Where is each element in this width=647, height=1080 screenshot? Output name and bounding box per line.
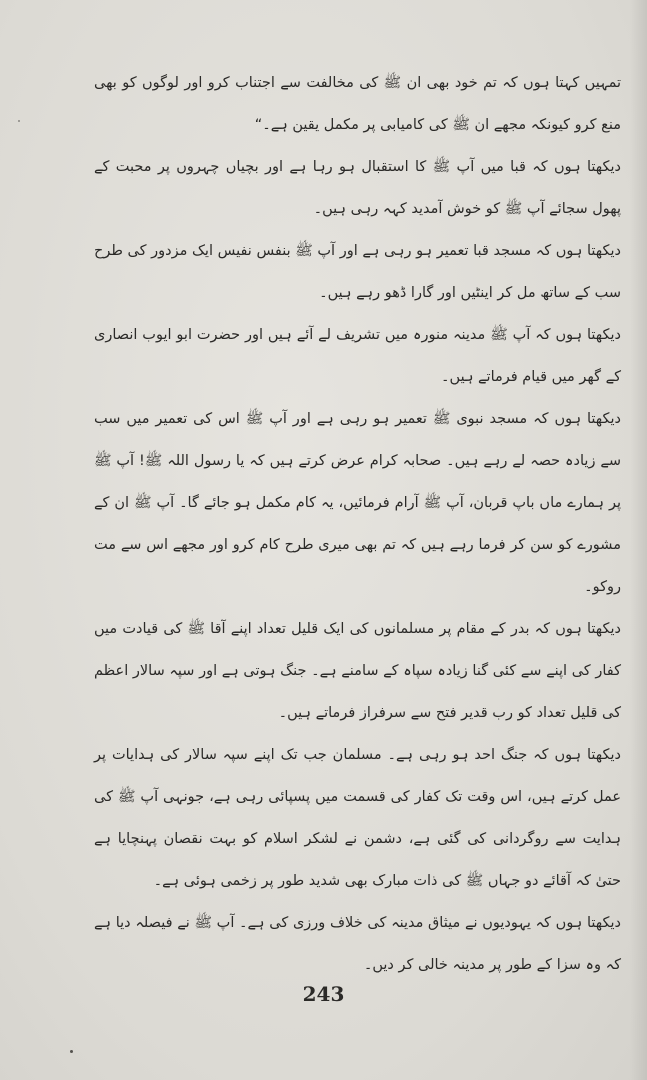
paragraph-quote-ending: تمہیں کہتا ہوں کہ تم خود بھی ان ﷺ کی مخالفت سے اجتناب کرو اور لوگوں کو بھی منع کرو کیونکہ مجھے ان ﷺ کی کامیابی پر مکمل یقین ہے۔“ — [94, 75, 621, 133]
paragraph-uhud: دیکھتا ہوں کہ جنگ احد ہو رہی ہے۔ مسلمان جب تک اپنے سپہ سالار کی ہدایات پر عمل کرتے ہیں، اس وقت تک کفار کی قسمت میں پسپائی رہی ہے، جونہی آپ ﷺ کی ہدایت سے روگردانی کی گئی ہے، دشمن نے لشکر اسلام کو بہت نقصان پہنچایا ہے حتیٰ کہ آقائے دو جہاں ﷺ کی ذات مبارک بھی شدید طور پر زخمی ہوئی ہے۔ — [94, 747, 621, 889]
paragraph-madina-arrival: دیکھتا ہوں کہ آپ ﷺ مدینہ منورہ میں تشریف لے آئے ہیں اور حضرت ابو ایوب انصاری کے گھر میں قیام فرماتے ہیں۔ — [94, 327, 621, 385]
paragraph-masjid-nabawi: دیکھتا ہوں کہ مسجد نبوی ﷺ تعمیر ہو رہی ہے اور آپ ﷺ اس کی تعمیر میں سب سے زیادہ حصہ لے رہے ہیں۔ صحابہ کرام عرض کرتے ہیں کہ یا رسول اللہ ﷺ! آپ ﷺ پر ہمارے ماں باپ قربان، آپ ﷺ آرام فرمائیں، یہ کام مکمل ہو جائے گا۔ آپ ﷺ ان کے مشورے کو سن کر فرما رہے ہیں کہ تم بھی میری طرح کام کرو اور مجھے اس سے مت روکو۔ — [94, 411, 621, 595]
page-number: 243 — [302, 982, 345, 1006]
scan-speck — [18, 120, 20, 122]
paragraph-quba-welcome: دیکھتا ہوں کہ قبا میں آپ ﷺ کا استقبال ہو رہا ہے اور بچیاں چہروں پر محبت کے پھول سجائے آپ ﷺ کو خوش آمدید کہہ رہی ہیں۔ — [94, 159, 621, 217]
scan-speck — [70, 1050, 73, 1053]
paragraph-masjid-quba: دیکھتا ہوں کہ مسجد قبا تعمیر ہو رہی ہے اور آپ ﷺ بنفس نفیس ایک مزدور کی طرح سب کے ساتھ مل کر اینٹیں اور گارا ڈھو رہے ہیں۔ — [94, 243, 621, 301]
paragraph-badr: دیکھتا ہوں کہ بدر کے مقام پر مسلمانوں کی ایک قلیل تعداد اپنے آقا ﷺ کی قیادت میں کفار کی اپنے سے کئی گنا زیادہ سپاہ کے سامنے ہے۔ جنگ ہوتی ہے اور سپہ سالار اعظم کی قلیل تعداد کو رب قدیر فتح سے سرفراز فرماتے ہیں۔ — [94, 621, 621, 721]
urdu-text-body — [94, 62, 621, 973]
paragraph-jews-madina: دیکھتا ہوں کہ یہودیوں نے میثاق مدینہ کی خلاف ورزی کی ہے۔ آپ ﷺ نے فیصلہ دیا ہے کہ وہ سزا کے طور پر مدینہ خالی کر دیں۔ — [94, 915, 621, 973]
